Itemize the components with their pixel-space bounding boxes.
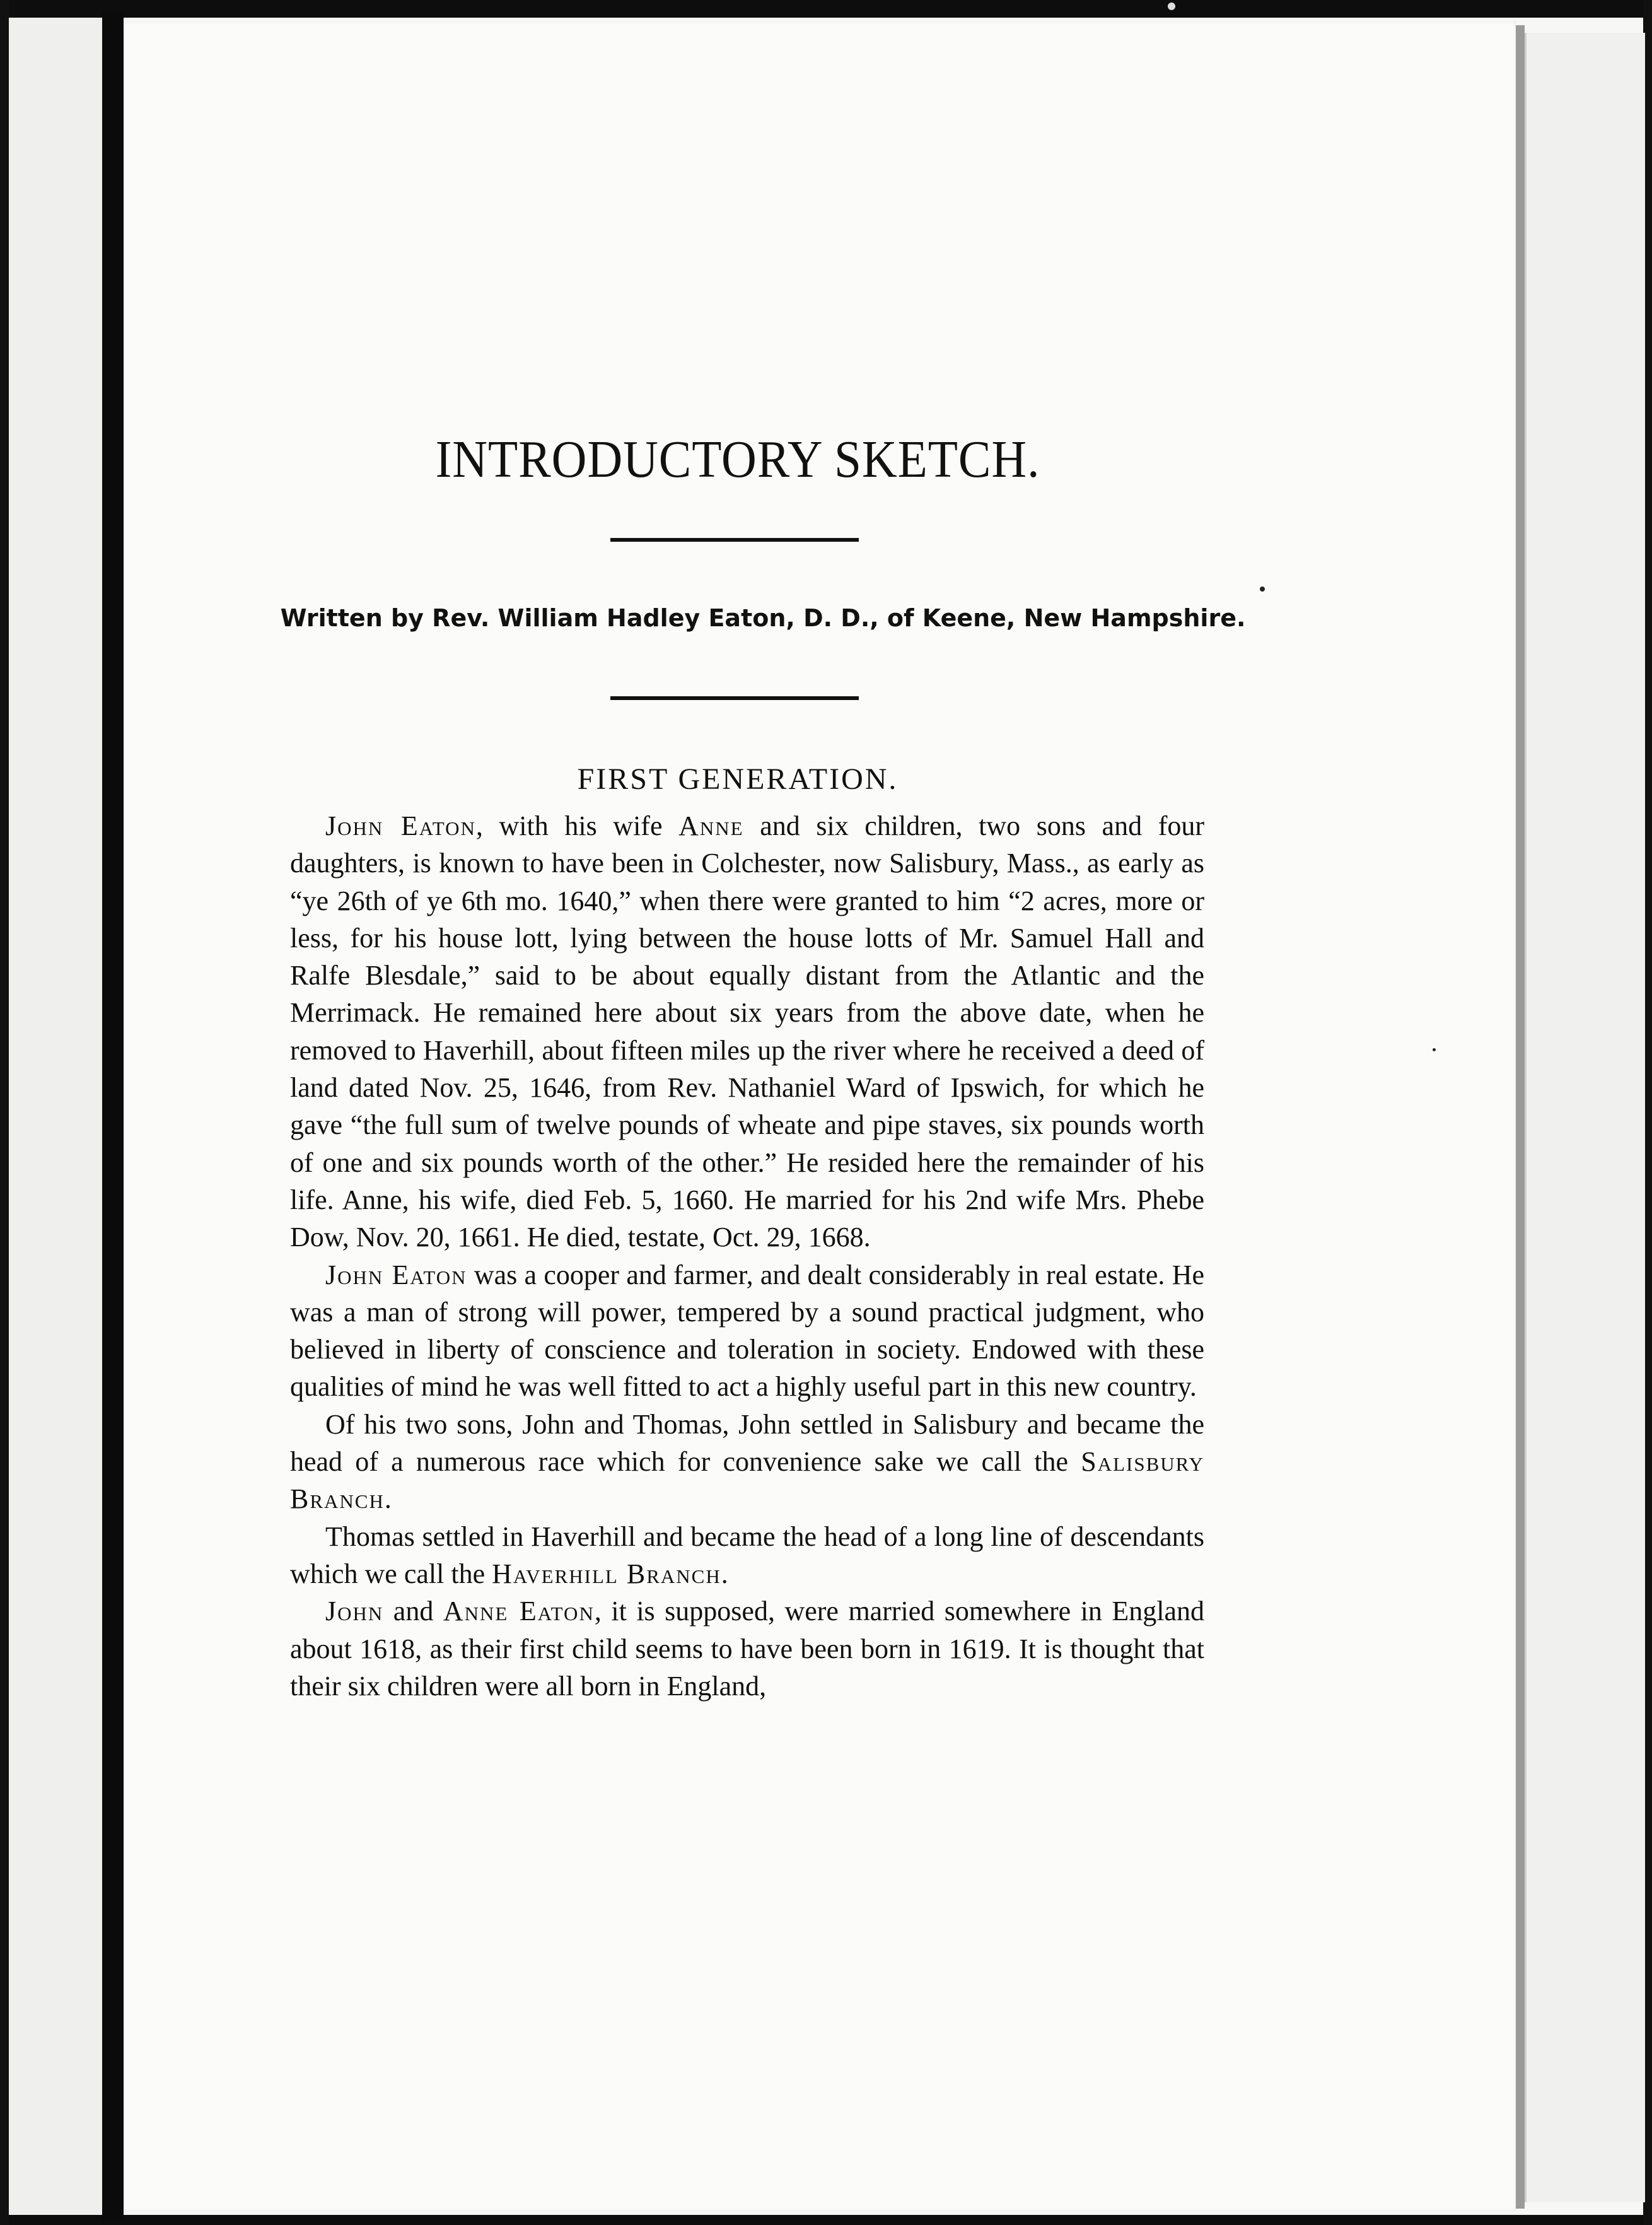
scan-frame-left: [0, 0, 9, 2225]
scan-speck: [1168, 3, 1175, 10]
text-span: was a cooper and farmer, and dealt considerably in real estate. He was a man of strong will power, tempered by a sound practical judgment, who believed in liberty of conscience and toleration in society. Endowed with these qualities of mind he was well fitted to act a highly useful part in this new country.: [290, 1259, 1205, 1403]
paragraph: [290, 1592, 1204, 1705]
paragraph: [290, 1256, 1204, 1406]
text-span: Anne Eaton: [443, 1596, 595, 1627]
text-span: and six children, two sons and four daughters, is known to have been in Colchester, now Salisbury, Mass., as early as “ye 26th of ye 6th mo. 1640,” when there were granted to him “2 acres, more or less, for his house lott, lying between the house lotts of Mr. Samuel Hall and Ralfe Blesdale,” said to be about equally distant from the Atlantic and the Merrimack. He remained here about six years from the above date, when he removed to Haverhill, about fifteen miles up the river where he received a deed of land dated Nov. 25, 1646, from Rev. Nathaniel Ward of Ipswich, for which he gave “the full sum of twelve pounds of wheate and pipe staves, six pounds worth of one and six pounds worth of the other.” He resided here the remainder of his life. Anne, his wife, died Feb. 5, 1660. He married for his 2nd wife Mrs. Phebe Dow, Nov. 20, 1661. He died, testate, Oct. 29, 1668.: [290, 810, 1204, 1253]
text-span: .: [384, 1483, 392, 1515]
text-span: , it is supposed, were married somewhere in England about 1618, as their first child seems to have been born in 1619. It is thought that their six children were all born in England,: [290, 1596, 1205, 1702]
scan-speck: [1260, 587, 1265, 592]
paragraph: [290, 807, 1204, 1256]
paragraph: [290, 1406, 1204, 1518]
page-title: INTRODUCTORY SKETCH.: [435, 430, 1040, 489]
paragraph: [290, 1518, 1204, 1593]
page-edge-shadow: [1516, 25, 1525, 2209]
byline-divider-rule: [610, 696, 859, 700]
text-span: , with his wife: [475, 810, 679, 841]
text-span: Anne: [678, 810, 744, 841]
text-span: John Eaton: [325, 810, 476, 841]
scan-frame-bottom: [0, 2215, 1652, 2225]
text-span: Of his two sons, John and Thomas, John settled in Salisbury and became the head of a numerous race which for convenience sake we call the: [290, 1408, 1204, 1478]
text-span: Haverhill Branch: [492, 1558, 721, 1589]
text-span: Salisbury Branch: [290, 1446, 1204, 1515]
book-spine-shadow: [102, 13, 124, 2220]
scan-frame-top: [0, 0, 1652, 18]
text-span: Thomas settled in Haverhill and became the head of a long line of descendants which we call the: [290, 1521, 1204, 1589]
scan-speck: [1433, 1048, 1436, 1051]
author-byline: Written by Rev. William Hadley Eaton, D. D., of Keene, New Hampshire.: [280, 604, 1246, 632]
text-span: John Eaton: [325, 1259, 467, 1290]
facing-page-edge: [9, 18, 102, 2215]
section-heading: FIRST GENERATION.: [577, 762, 899, 796]
text-span: and: [383, 1596, 443, 1627]
text-span: John: [325, 1596, 384, 1627]
text-span: .: [721, 1558, 728, 1589]
body-text: [290, 807, 1204, 1705]
title-divider-rule: [610, 538, 859, 542]
next-page-edge: [1525, 33, 1645, 2202]
